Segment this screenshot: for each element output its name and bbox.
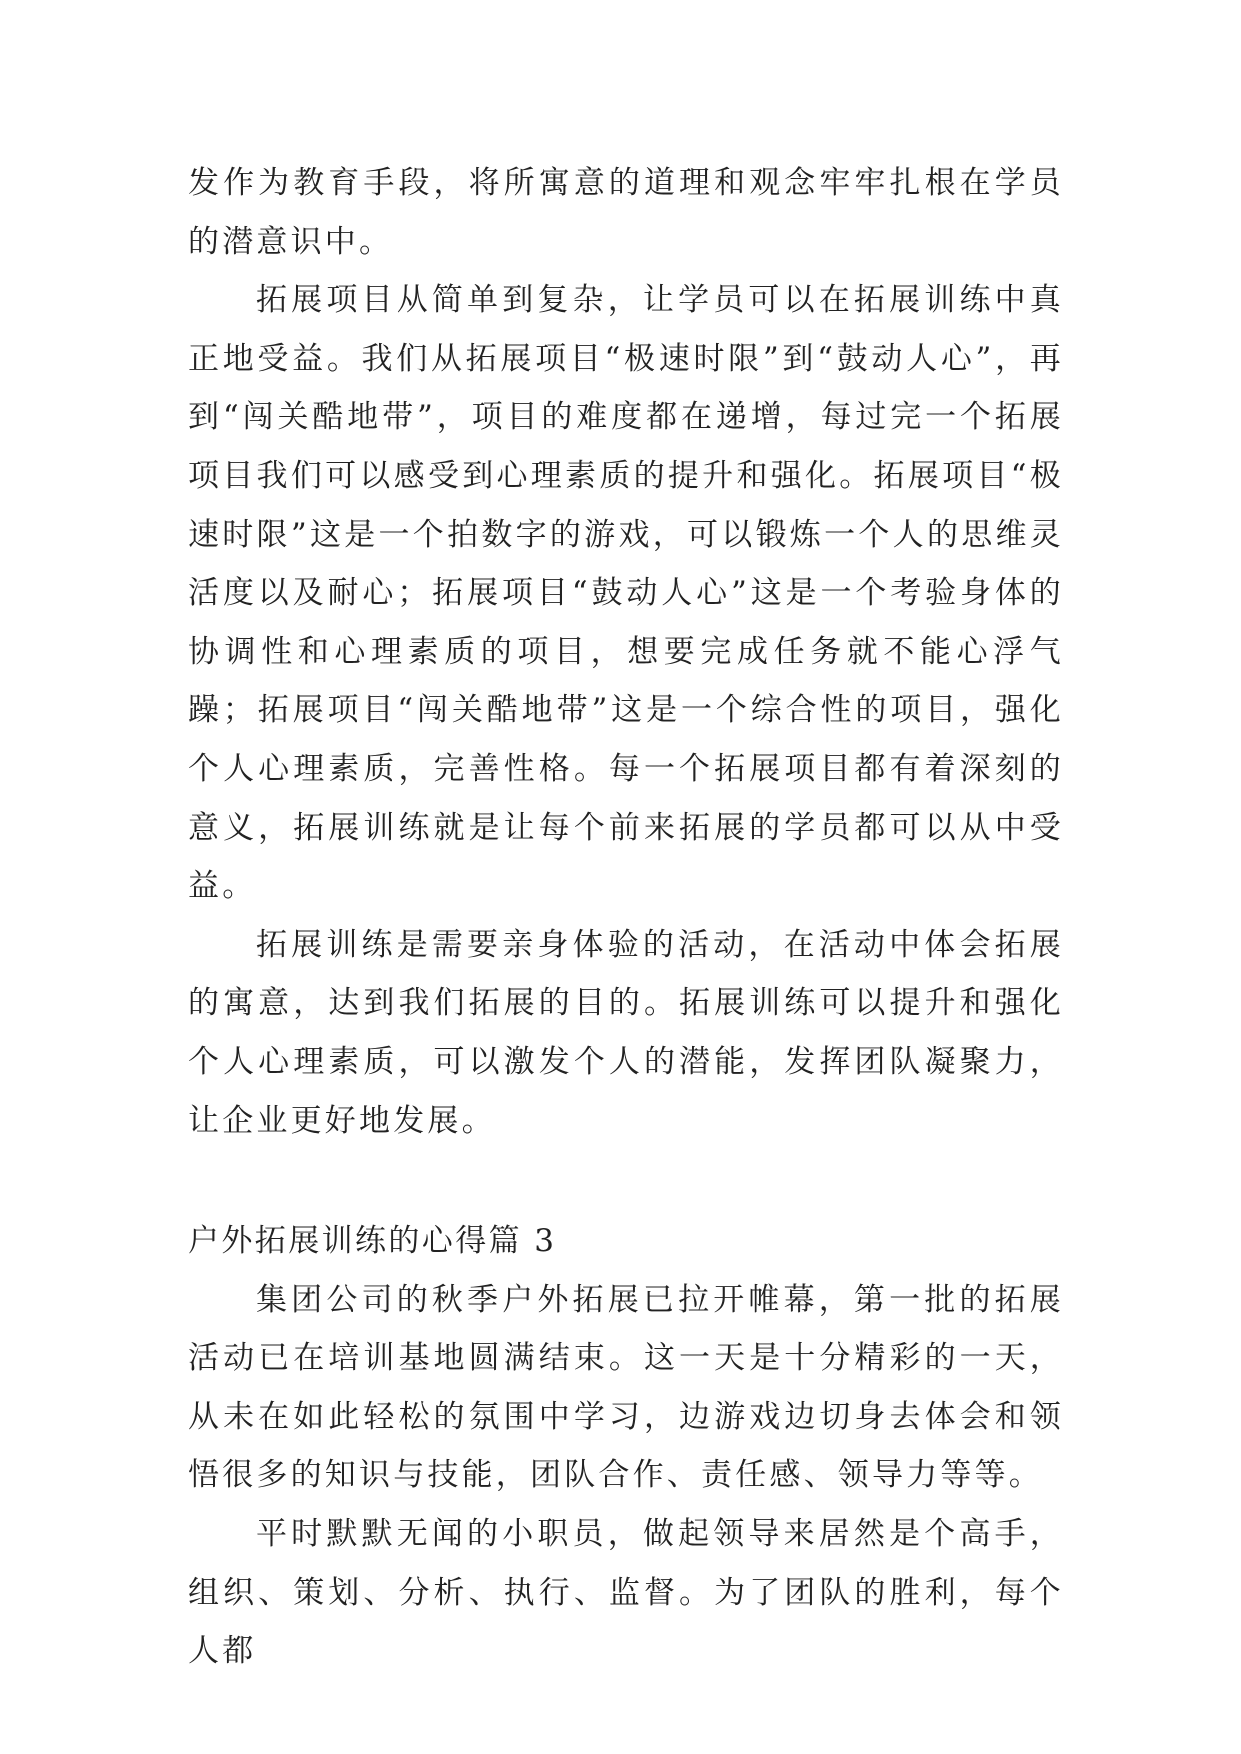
paragraph-staff-leadership: 平时默默无闻的小职员，做起领导来居然是个高手，组织、策划、分析、执行、监督。为了团队的胜利，每个人都 [188, 1516, 1064, 1670]
paragraph-continuation: 发作为教育手段，将所寓意的道理和观念牢牢扎根在学员的潜意识中。 [188, 165, 1064, 260]
paragraph-projects: 拓展项目从简单到复杂，让学员可以在拓展训练中真正地受益。我们从拓展项目“极速时限”到“鼓动人心”，再到“闯关酷地带”，项目的难度都在递增，每过完一个拓展项目我们可以感受到心理素质的提升和强化。拓展项目“极速时限”这是一个拍数字的游戏，可以锻炼一个人的思维灵活度以及耐心；拓展项目“鼓动人心”这是一个考验身体的协调性和心理素质的项目，想要完成任务就不能心浮气躁；拓展项目“闯关酷地带”这是一个综合性的项目，强化个人心理素质，完善性格。每一个拓展项目都有着深刻的意义，拓展训练就是让每个前来拓展的学员都可以从中受益。 [188, 282, 1064, 905]
paragraph-autumn-outing: 集团公司的秋季户外拓展已拉开帷幕，第一批的拓展活动已在培训基地圆满结束。这一天是十分精彩的一天，从未在如此轻松的氛围中学习，边游戏边切身去体会和领悟很多的知识与技能，团队合作、责任感、领导力等等。 [188, 1281, 1064, 1494]
document-body [188, 154, 1064, 1681]
section-heading: 户外拓展训练的心得篇 3 [188, 1223, 557, 1260]
paragraph-experience: 拓展训练是需要亲身体验的活动，在活动中体会拓展的寓意，达到我们拓展的目的。拓展训练可以提升和强化个人心理素质，可以激发个人的潜能，发挥团队凝聚力，让企业更好地发展。 [188, 926, 1064, 1139]
